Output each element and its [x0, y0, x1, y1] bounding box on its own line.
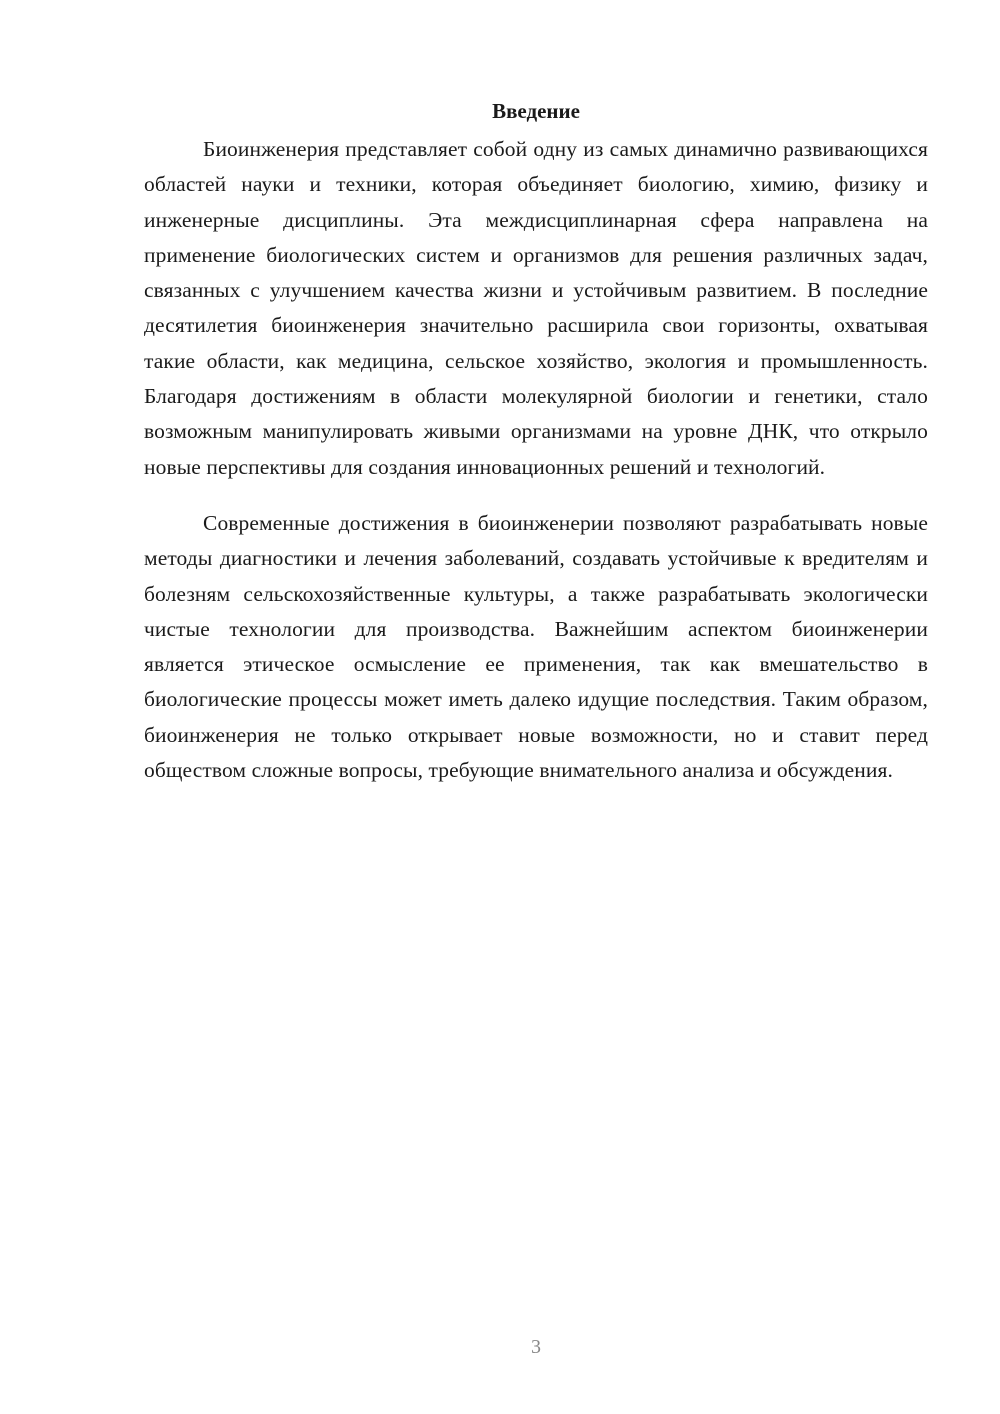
- paragraph-2: Современные достижения в биоинженерии позволяют разрабатывать новые методы диагностики и лечения заболеваний, создавать устойчивые к вредителям и болезням сельскохозяйственные культуры, а также разрабатывать экологически чистые технологии для производства. Важнейшим аспектом биоинженерии является этическое осмысление ее применения, так как вмешательство в биологические процессы может иметь далеко идущие последствия. Таким образом, биоинженерия не только открывает новые возможности, но и ставит перед обществом сложные вопросы, требующие внимательного анализа и обсуждения.: [144, 510, 928, 783]
- page-number: 3: [531, 1336, 541, 1358]
- page-content: [144, 96, 928, 788]
- paragraph-1: Биоинженерия представляет собой одну из самых динамично развивающихся областей науки и техники, которая объединяет биологию, химию, физику и инженерные дисциплины. Эта междисциплинарная сфера направлена на применение биологических систем и организмов для решения различных задач, связанных с улучшением качества жизни и устойчивым развитием. В последние десятилетия биоинженерия значительно расширила свои горизонты, охватывая такие области, как медицина, сельское хозяйство, экология и промышленность. Благодаря достижениям в области молекулярной биологии и генетики, стало возможным манипулировать живыми организмами на уровне ДНК, что открыло новые перспективы для создания инновационных решений и технологий.: [144, 137, 928, 479]
- section-title: Введение: [492, 99, 580, 123]
